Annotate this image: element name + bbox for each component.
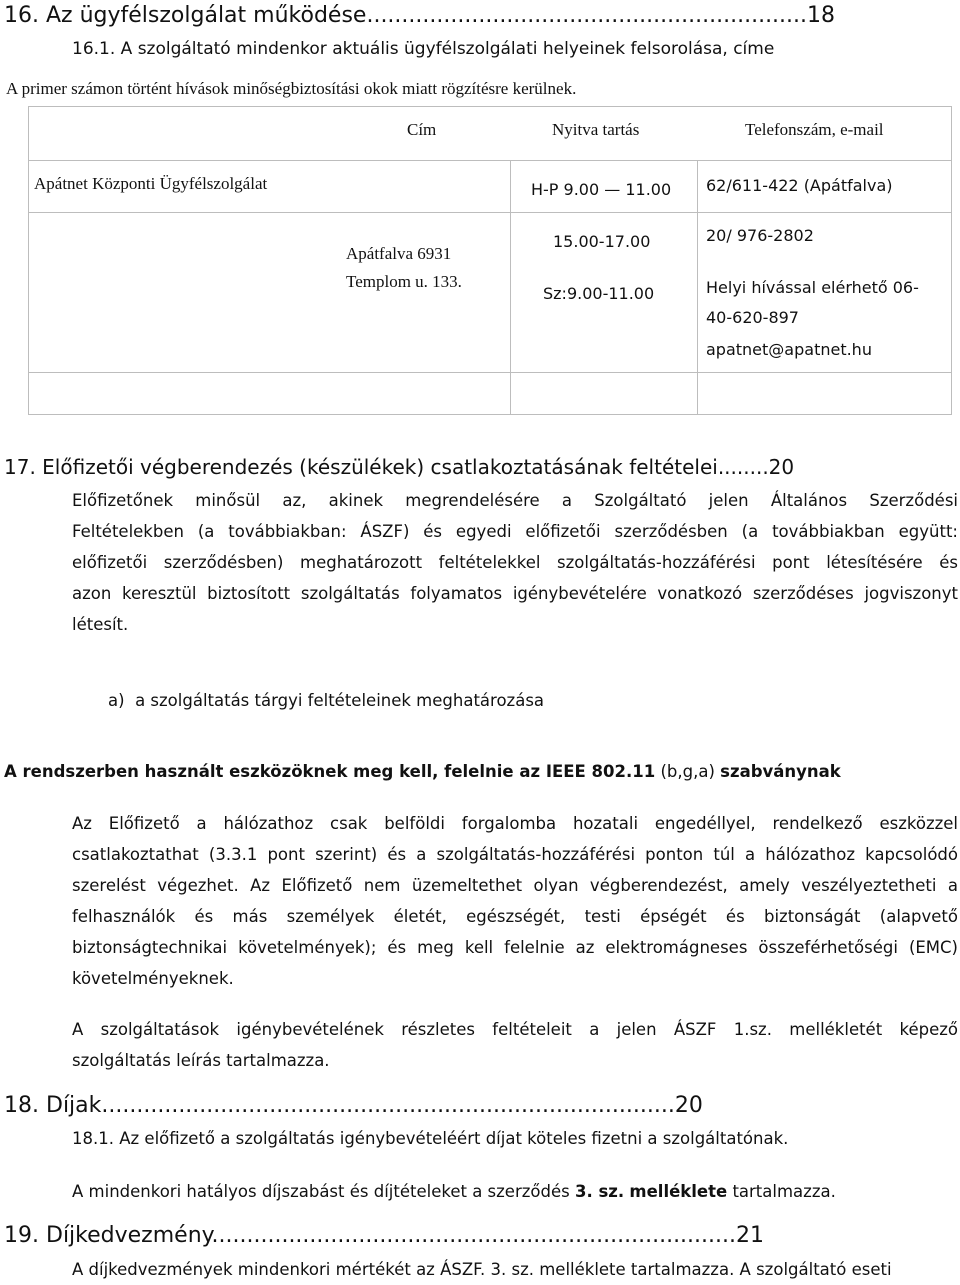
table-border xyxy=(28,106,952,107)
paragraph-line: Előfizetőnek minősül az, akinek megrendelésére a Szolgáltató jelen Általános Szerződési xyxy=(72,491,958,510)
toc-title: Díjkedvezmény xyxy=(46,1223,212,1248)
phone-local-a: Helyi hívással elérhető 06- xyxy=(706,278,919,297)
toc-leader: .................................................................................. xyxy=(101,1093,675,1118)
opening-hours-saturday: Sz:9.00-11.00 xyxy=(543,284,655,303)
subsection-18-1: 18.1. Az előfizető a szolgáltatás igénybevételéért díjat köteles fizetni a szolgáltatónak. xyxy=(72,1129,789,1148)
table-border xyxy=(28,212,952,213)
toc-page: 18 xyxy=(807,3,836,28)
table-border xyxy=(28,414,952,415)
table-border xyxy=(28,106,29,415)
table-border xyxy=(28,372,952,373)
subitem-marker: a) xyxy=(108,691,125,710)
opening-hours-afternoon: 15.00-17.00 xyxy=(553,232,651,251)
toc-heading-16[interactable] xyxy=(4,2,835,30)
toc-heading-19[interactable] xyxy=(4,1222,764,1250)
header-contact: Telefonszám, e-mail xyxy=(745,120,884,139)
table-border xyxy=(510,160,511,415)
opening-hours-weekdays: H-P 9.00 — 11.00 xyxy=(531,180,672,199)
toc-number: 18. xyxy=(4,1093,39,1118)
ieee-bold-end: szabványnak xyxy=(720,762,841,781)
paragraph-line: A szolgáltatások igénybevételének részletes feltételeit a jelen ÁSZF 1.sz. mellékletét képező xyxy=(72,1020,958,1039)
toc-page: 20 xyxy=(768,455,795,479)
paragraph-line: Feltételekben (a továbbiakban: ÁSZF) és egyedi előfizetői szerződésben (a továbbiakban együtt: xyxy=(72,522,958,541)
header-address: Cím xyxy=(407,120,437,139)
tariff-line xyxy=(72,1176,836,1207)
paragraph-line: szolgáltatás leírás tartalmazza. xyxy=(72,1051,330,1070)
paragraph-line: szerelést végezhet. Az Előfizető nem üzemeltethet olyan végberendezést, amely veszélyeztetheti a xyxy=(72,876,958,895)
ieee-requirement xyxy=(4,756,841,787)
table-border xyxy=(28,160,952,161)
toc-subheading-16-1[interactable]: 16.1. A szolgáltató mindenkor aktuális ügyfélszolgálati helyeinek felsorolása, címe xyxy=(72,39,775,59)
ieee-bold: A rendszerben használt eszközöknek meg kell, felelnie az IEEE 802.11 xyxy=(4,762,656,781)
ieee-variants: (b,g,a) xyxy=(655,762,721,781)
toc-number: 16. xyxy=(4,3,39,28)
discount-line: A díjkedvezmények mindenkori mértékét az ÁSZF. 3. sz. melléklete tartalmazza. A szolgáltató eseti xyxy=(72,1260,892,1279)
toc-title: Az ügyfélszolgálat működése xyxy=(46,3,367,28)
service-description-paragraph xyxy=(72,1014,958,1076)
address-line-1: Apátfalva 6931 xyxy=(346,244,452,263)
paragraph-line: felhasználók és más személyek életét, egészségét, testi épségét és biztonságát (alapvető xyxy=(72,907,958,926)
toc-heading-17[interactable] xyxy=(4,454,794,480)
paragraph-line: előfizetői szerződésben) meghatározott feltételekkel szolgáltatás-hozzáférési pont létesítésére és xyxy=(72,553,958,572)
phone-landline: 62/611-422 (Apátfalva) xyxy=(706,176,893,195)
subitem-text: a szolgáltatás tárgyi feltételeinek meghatározása xyxy=(135,691,545,710)
toc-number: 19. xyxy=(4,1223,39,1248)
phone-mobile: 20/ 976-2802 xyxy=(706,226,814,245)
paragraph-line: követelményeknek. xyxy=(72,969,234,988)
tariff-appendix-label: melléklete xyxy=(629,1182,728,1201)
paragraph-line: csatlakoztathat (3.3.1 pont szerint) és a szolgáltatás-hozzáférési ponton túl a hálózathoz kapcsolódó xyxy=(72,845,958,864)
address-line-2: Templom u. 133. xyxy=(346,272,462,291)
subitem-a xyxy=(108,685,544,716)
subscriber-definition-paragraph xyxy=(72,485,958,640)
header-hours: Nyitva tartás xyxy=(552,120,640,139)
tariff-text: A mindenkori hatályos díjszabást és díjtételeket a szerződés xyxy=(72,1182,575,1201)
device-connection-paragraph xyxy=(72,808,958,994)
recording-note: A primer számon történt hívások minőségbiztosítási okok miatt rögzítésre kerülnek. xyxy=(6,79,577,98)
table-border xyxy=(951,106,952,415)
toc-title: Díjak xyxy=(46,1093,102,1118)
paragraph-line: Az Előfizető a hálózathoz csak belföldi forgalomba hozatali engedéllyel, rendelkező eszközzel xyxy=(72,814,958,833)
toc-leader: ............................................................... xyxy=(366,3,808,28)
toc-page: 21 xyxy=(736,1223,765,1248)
paragraph-line: létesít. xyxy=(72,615,129,634)
toc-title: Előfizetői végberendezés (készülékek) csatlakoztatásának feltételei xyxy=(42,455,718,479)
email-address[interactable]: apatnet@apatnet.hu xyxy=(706,340,872,359)
toc-number: 17. xyxy=(4,455,36,479)
toc-leader: ........................................................................... xyxy=(211,1223,737,1248)
paragraph-line: azon keresztül biztosított szolgáltatás folyamatos igénybevételére vonatkozó szerződéses jogviszonyt xyxy=(72,584,958,603)
tariff-text-end: tartalmazza. xyxy=(727,1182,836,1201)
toc-page: 20 xyxy=(674,1093,703,1118)
toc-leader: ........ xyxy=(717,455,769,479)
table-border xyxy=(697,160,698,415)
toc-heading-18[interactable] xyxy=(4,1092,703,1120)
office-name: Apátnet Központi Ügyfélszolgálat xyxy=(34,174,268,193)
phone-local-b: 40-620-897 xyxy=(706,308,799,327)
tariff-appendix-number: 3. sz. xyxy=(574,1182,625,1201)
paragraph-line: biztonságtechnikai követelmények); és meg kell felelnie az elektromágneses összeférhetőségi (EMC) xyxy=(72,938,958,957)
